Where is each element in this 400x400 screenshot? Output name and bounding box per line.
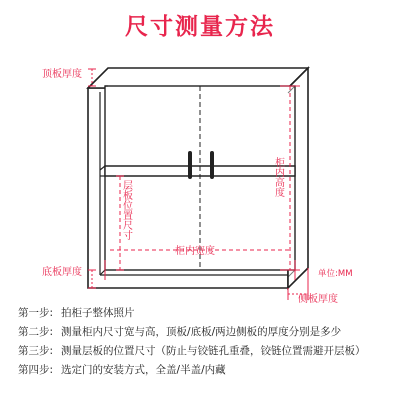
inner-width-label: 柜内宽度 [175,246,215,257]
instructions [18,304,396,380]
right-door-handle [210,151,214,179]
unit-label: 单位:MM [318,269,353,279]
left-door-handle [188,151,192,179]
step-3 [18,342,396,361]
inner-height-label: 柜内高度 [272,157,284,197]
page-title: 尺寸测量方法 [125,14,275,40]
step-2-label: 第二步: [18,326,54,338]
step-4-label: 第四步: [18,364,54,376]
step-1-label: 第一步: [18,307,54,319]
step-1-text: 拍柜子整体照片 [61,307,135,319]
bottom-thickness-label: 底板厚度 [42,267,82,278]
step-1 [18,304,396,323]
shelf-position-label: 层板位置尺寸 [120,180,132,240]
step-3-label: 第三步: [18,345,54,357]
step-4 [18,361,396,380]
cabinet-top-face [88,68,308,88]
top-thickness-label: 顶板厚度 [42,69,82,80]
step-2-text: 测量柜内尺寸宽与高，顶板/底板/两边侧板的厚度分别是多少 [61,326,342,338]
step-4-text: 选定门的安装方式，全盖/半盖/内藏 [61,364,226,376]
side-thickness-label: 侧板厚度 [298,294,338,305]
step-3-text: 测量层板的位置尺寸（防止与铰链孔重叠，铰链位置需避开层板） [61,345,366,357]
step-2 [18,323,396,342]
